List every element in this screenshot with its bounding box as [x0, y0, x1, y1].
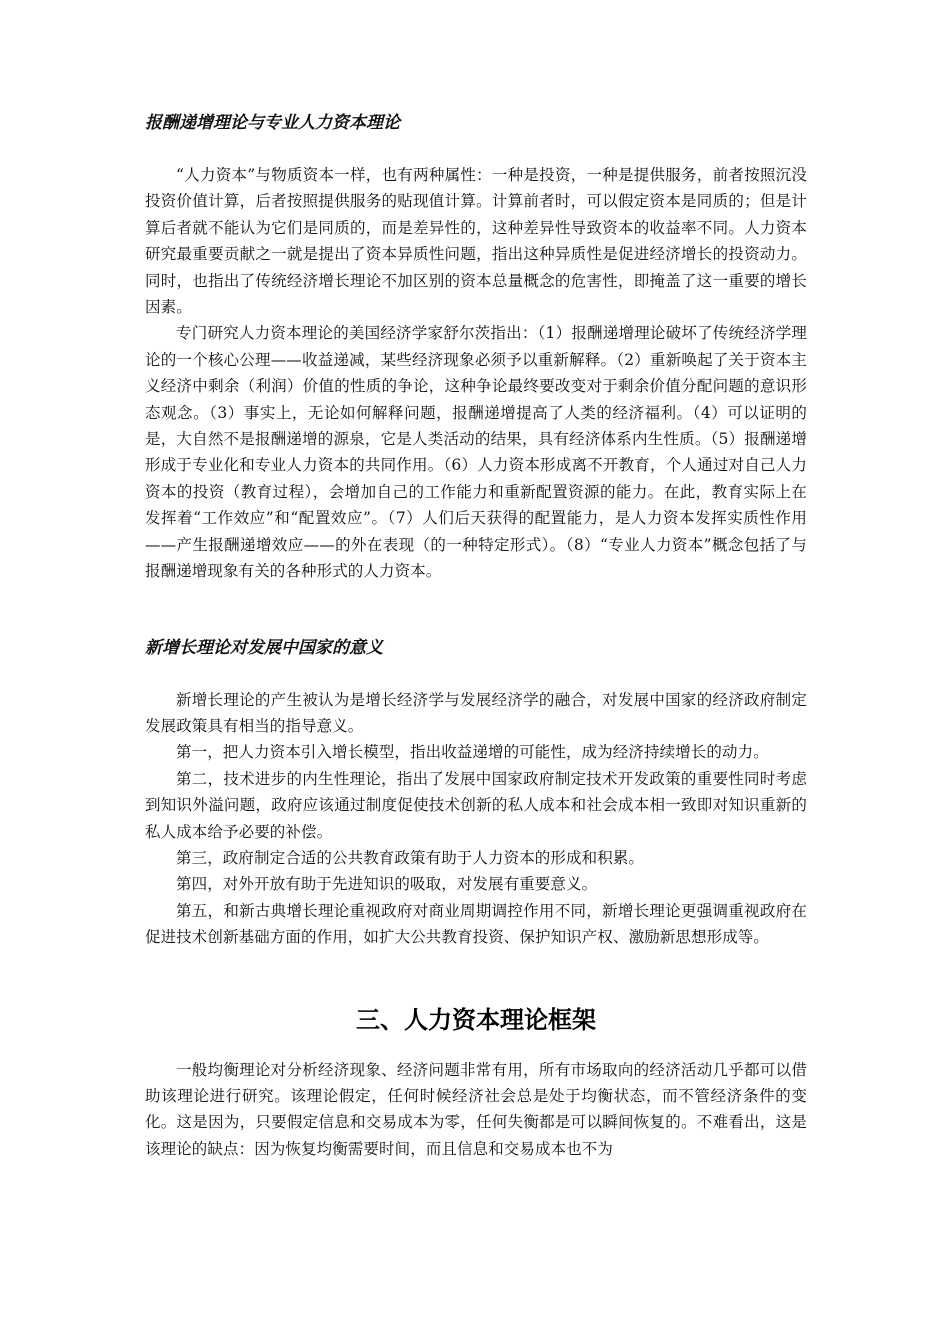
chapter-title: 三、人力资本理论框架 — [356, 1005, 596, 1034]
paragraph: 第四，对外开放有助于先进知识的吸取，对发展有重要意义。 — [176, 875, 598, 894]
paragraph: 第三，政府制定合适的公共教育政策有助于人力资本的形成和积累。 — [176, 848, 645, 867]
spacer — [145, 661, 807, 687]
paragraph: 第二，技术进步的内生性理论，指出了发展中国家政府制定技术开发政策的重要性同时考虑到知识外溢问题，政府应该通过制度促使技术创新的私人成本和社会成本相一致即对知识重新的私人成本给予必要的补偿。 — [145, 769, 807, 841]
page-content — [145, 110, 807, 1162]
spacer — [145, 136, 807, 162]
section-heading-increasing-returns: 报酬递增理论与专业人力资本理论 — [145, 113, 400, 133]
paragraph: 一般均衡理论对分析经济现象、经济问题非常有用，所有市场取向的经济活动几乎都可以借助该理论进行研究。该理论假定，任何时候经济社会总是处于均衡状态，而不管经济条件的变化。这是因为，只要假定信息和交易成本为零，任何失衡都是可以瞬间恢复的。不难看出，这是该理论的缺点：因为恢复均衡需要时间，而且信息和交易成本也不为 — [145, 1060, 807, 1158]
paragraph: 专门研究人力资本理论的美国经济学家舒尔茨指出：（1）报酬递增理论破坏了传统经济学理论的一个核心公理——收益递减，某些经济现象必须予以重新解释。（2）重新唤起了关于资本主义经济中剩余（利润）价值的性质的争论，这种争论最终要改变对于剩余价值分配问题的意识形态观念。（3）事实上，无论如何解释问题，报酬递增提高了人类的经济福利。（4）可以证明的是，大自然不是报酬递增的源泉，它是人类活动的结果，具有经济体系内生性质。（5）报酬递增形成于专业化和专业人力资本的共同作用。（6）人力资本形成离不开教育，个人通过对自己人力资本的投资（教育过程），会增加自己的工作能力和重新配置资源的能力。在此，教育实际上在发挥着“工作效应”和“配置效应”。（7）人们后天获得的配置能力，是人力资本发挥实质性作用——产生报酬递增效应——的外在表现（的一种特定形式）。（8）“专业人力资本”概念包括了与报酬递增现象有关的各种形式的人力资本。 — [145, 324, 807, 581]
section-heading-new-growth-theory: 新增长理论对发展中国家的意义 — [145, 637, 383, 658]
paragraph: 新增长理论的产生被认为是增长经济学与发展经济学的融合，对发展中国家的经济政府制定发展政策具有相当的指导意义。 — [145, 690, 807, 735]
spacer — [145, 951, 807, 1003]
paragraph: “人力资本”与物质资本一样，也有两种属性：一种是投资，一种是提供服务，前者按照沉没投资价值计算，后者按照提供服务的贴现值计算。计算前者时，可以假定资本是同质的；但是计算后者就不能认为它们是同质的，而是差异性的，这种差异性导致资本的收益率不同。人力资本研究最重要贡献之一就是提出了资本异质性问题，指出这种异质性是促进经济增长的投资动力。同时，也指出了传统经济增长理论不加区别的资本总量概念的危害性，即掩盖了这一重要的增长因素。 — [145, 166, 807, 317]
paragraph: 第一，把人力资本引入增长模型，指出收益递增的可能性，成为经济持续增长的动力。 — [176, 743, 769, 762]
paragraph: 第五，和新古典增长理论重视政府对商业周期调控作用不同，新增长理论更强调重视政府在促进技术创新基础方面的作用，如扩大公共教育投资、保护知识产权、激励新思想形成等。 — [145, 901, 807, 947]
spacer — [145, 585, 807, 635]
